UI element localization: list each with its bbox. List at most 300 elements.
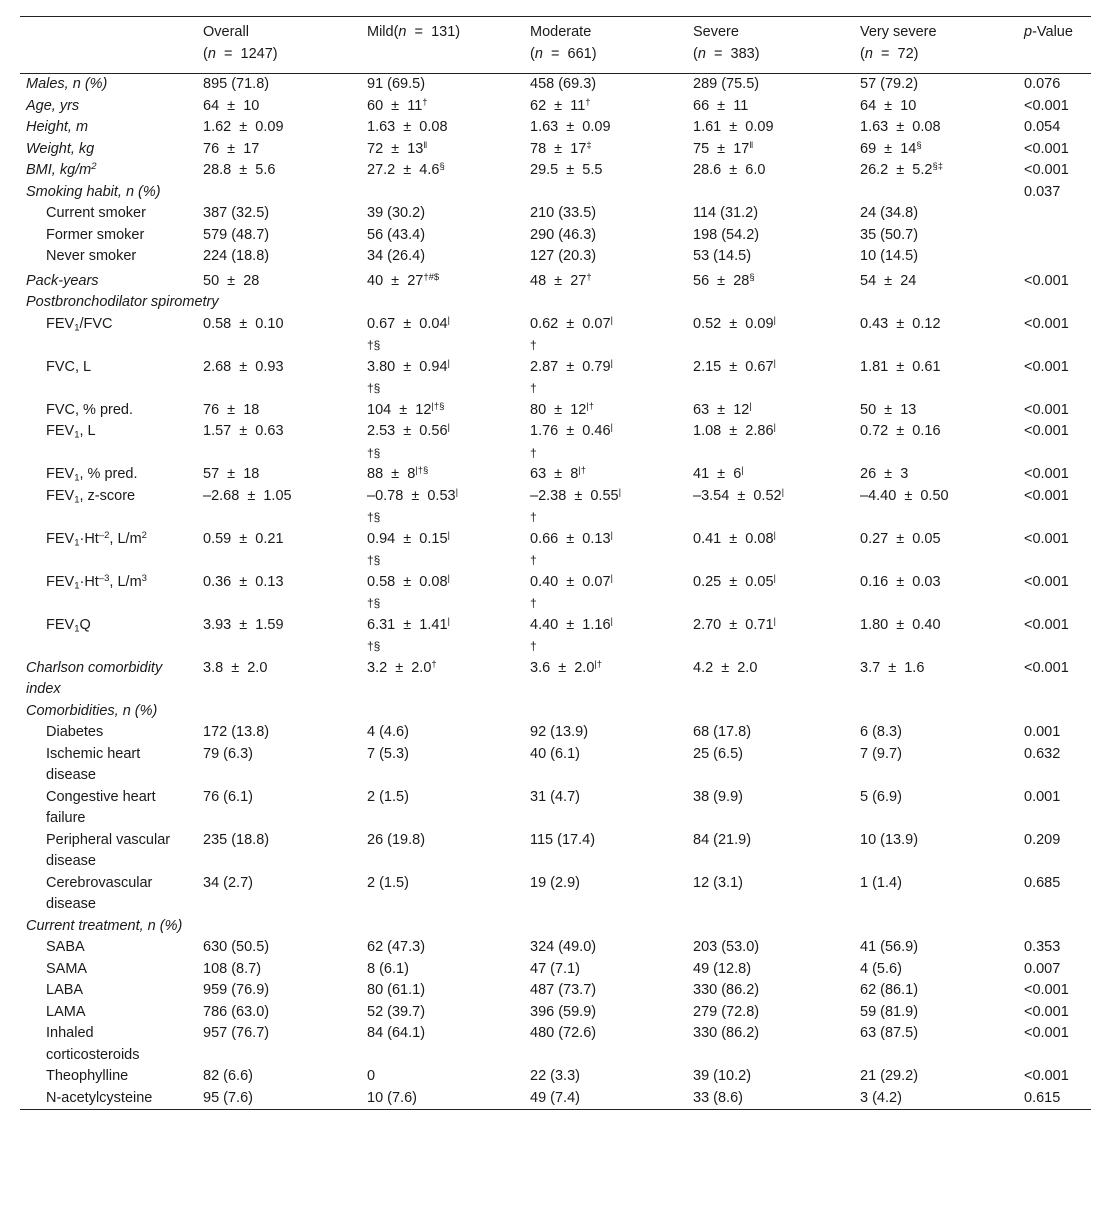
cell-overall: 387 (32.5): [203, 205, 270, 221]
table-row: [20, 357, 1091, 400]
row-label: FVC, L: [46, 358, 92, 375]
cell-mild: 72 ± 13‖: [367, 139, 428, 157]
header-blank: [20, 17, 197, 74]
cell-overall: 1.57 ± 0.63: [203, 423, 284, 439]
row-label: Peripheral vascular disease: [46, 831, 171, 869]
comparison-table: [20, 16, 1091, 1110]
cell-moderate: 1.63 ± 0.09: [530, 119, 611, 135]
cell-very-severe: 59 (81.9): [860, 1003, 919, 1020]
cell-very-severe: 0.72 ± 0.16: [860, 423, 941, 439]
table-row: [20, 160, 1091, 182]
cell-moderate: 3.6 ± 2.0|†: [530, 658, 603, 676]
cell-pvalue: <0.001: [1024, 1068, 1069, 1084]
table-row: [20, 400, 1091, 422]
cell-very-severe: 41 (56.9): [860, 939, 919, 955]
cell-pvalue: 0.353: [1024, 939, 1061, 955]
cell-moderate: 49 (7.4): [530, 1089, 580, 1106]
row-label: Males, n (%): [26, 76, 108, 92]
cell-overall: [197, 701, 361, 723]
table-row: [20, 744, 1091, 787]
table-row: [20, 529, 1091, 572]
cell-overall: [197, 292, 361, 314]
header-overall-count: 1247): [240, 46, 278, 62]
cell-mild: 34 (26.4): [367, 248, 426, 264]
cell-mild: 26 (19.8): [367, 831, 426, 848]
table-row: [20, 464, 1091, 486]
cell-very-severe: 7 (9.7): [860, 745, 902, 762]
cell-moderate: 290 (46.3): [530, 226, 597, 243]
cell-mild: [361, 916, 524, 938]
row-label: LAMA: [46, 1003, 86, 1020]
row-label: Cerebrovascular disease: [46, 874, 153, 912]
cell-pvalue: 0.632: [1024, 745, 1061, 762]
cell-mild: 40 ± 27†#$: [367, 271, 440, 289]
cell-very-severe: 5 (6.9): [860, 788, 902, 805]
cell-mild: 6.31 ± 1.41| †§: [367, 615, 450, 653]
table-row: [20, 916, 1091, 938]
cell-mild: –0.78 ± 0.53| †§: [367, 486, 459, 524]
cell-severe: 53 (14.5): [693, 248, 752, 264]
header-very-severe-n: n: [864, 46, 873, 62]
cell-overall: 959 (76.9): [203, 982, 270, 998]
row-label: $FEV_1\cdot Ht^{-2}$, $L/m^2$: [46, 529, 147, 548]
cell-very-severe: 57 (79.2): [860, 76, 919, 92]
header-severe-label: Severe: [693, 24, 739, 40]
cell-severe: 28.6 ± 6.0: [693, 162, 766, 178]
table-row: [20, 787, 1091, 830]
cell-overall: 0.58 ± 0.10: [203, 315, 284, 332]
cell-moderate: 1.76 ± 0.46| †: [530, 421, 613, 460]
cell-very-severe: [854, 292, 1018, 314]
cell-very-severe: 26 ± 3: [860, 466, 909, 482]
cell-severe: 114 (31.2): [693, 205, 759, 221]
header-moderate-count: 661): [567, 46, 597, 62]
cell-mild: 0.67 ± 0.04| †§: [367, 314, 450, 352]
row-label: $FEV_1$/FVC: [46, 315, 113, 333]
cell-overall: 79 (6.3): [203, 745, 253, 762]
header-moderate: [524, 17, 687, 74]
cell-pvalue: 0.037: [1024, 183, 1061, 200]
table-row: [20, 980, 1091, 1002]
cell-very-severe: 10 (14.5): [860, 248, 919, 264]
header-overall-n: n: [207, 46, 216, 62]
table-row: [20, 96, 1091, 118]
cell-overall: 224 (18.8): [203, 248, 270, 264]
cell-mild: 4 (4.6): [367, 724, 409, 740]
cell-severe: 33 (8.6): [693, 1089, 743, 1106]
table-body: [20, 74, 1091, 1110]
header-moderate-open: (: [530, 46, 535, 62]
cell-pvalue: <0.001: [1024, 530, 1069, 547]
cell-severe: 56 ± 28§: [693, 271, 755, 289]
header-very-severe-eq: =: [872, 46, 898, 62]
cell-very-severe: 63 (87.5): [860, 1025, 919, 1041]
table-row: [20, 937, 1091, 959]
cell-severe: 66 ± 11: [693, 97, 749, 114]
header-severe: [687, 17, 854, 74]
cell-severe: 75 ± 17‖: [693, 139, 754, 157]
cell-very-severe: 69 ± 14§: [860, 139, 922, 157]
cell-moderate: 92 (13.9): [530, 724, 589, 740]
cell-mild: 27.2 ± 4.6§: [367, 160, 445, 178]
cell-pvalue: [1018, 246, 1091, 268]
cell-severe: 2.15 ± 0.67|: [693, 357, 776, 375]
cell-moderate: 324 (49.0): [530, 939, 597, 955]
cell-mild: 10 (7.6): [367, 1089, 417, 1106]
header-moderate-eq: =: [542, 46, 568, 62]
cell-pvalue: 0.054: [1024, 119, 1061, 135]
cell-mild: 2 (1.5): [367, 788, 409, 805]
cell-very-severe: 10 (13.9): [860, 831, 919, 848]
cell-severe: 12 (3.1): [693, 874, 743, 891]
cell-overall: 0.59 ± 0.21: [203, 530, 284, 547]
cell-mild: 0: [367, 1068, 376, 1084]
cell-severe: 279 (72.8): [693, 1003, 760, 1020]
cell-moderate: 48 ± 27†: [530, 271, 592, 289]
cell-very-severe: 62 (86.1): [860, 982, 919, 998]
cell-very-severe: 3.7 ± 1.6: [860, 659, 925, 676]
cell-severe: 289 (75.5): [693, 76, 760, 92]
header-moderate-label: Moderate: [530, 24, 592, 40]
cell-very-severe: 26.2 ± 5.2§‡: [860, 160, 944, 178]
cell-very-severe: [854, 916, 1018, 938]
cell-very-severe: 1.80 ± 0.40: [860, 616, 941, 633]
cell-very-severe: 24 (34.8): [860, 205, 919, 221]
row-label: Comorbidities, n (%): [26, 702, 158, 719]
cell-pvalue: <0.001: [1024, 140, 1069, 157]
cell-severe: 1.61 ± 0.09: [693, 119, 774, 135]
cell-mild: 39 (30.2): [367, 205, 426, 221]
cell-pvalue: <0.001: [1024, 466, 1069, 482]
cell-moderate: 0.40 ± 0.07| †: [530, 572, 613, 610]
table-row: [20, 74, 1091, 96]
row-label: Postbronchodilator spirometry: [26, 294, 219, 310]
row-label: FVC, % pred.: [46, 401, 134, 418]
cell-pvalue: <0.001: [1024, 358, 1069, 375]
table-container: [20, 16, 1091, 1110]
cell-pvalue: 0.001: [1024, 724, 1061, 740]
cell-mild: [361, 182, 524, 204]
cell-mild: 84 (64.1): [367, 1025, 426, 1041]
header-moderate-n: n: [534, 46, 543, 62]
row-label: $FEV_1Q$: [46, 616, 91, 634]
cell-pvalue: 0.685: [1024, 874, 1061, 891]
cell-mild: 80 (61.1): [367, 982, 426, 998]
cell-very-severe: –4.40 ± 0.50: [860, 487, 949, 504]
cell-moderate: 480 (72.6): [530, 1025, 597, 1041]
row-label: $FEV_1\cdot Ht^{-3}$, $L/m^3$: [46, 572, 147, 591]
row-label: Pack-years: [26, 272, 99, 289]
header-pvalue-label: -Value: [1032, 24, 1073, 40]
row-label: LABA: [46, 982, 84, 998]
cell-overall: 82 (6.6): [203, 1068, 253, 1084]
cell-mild: 0.94 ± 0.15| †§: [367, 529, 450, 567]
row-label: Weight, kg: [26, 140, 95, 157]
cell-very-severe: 35 (50.7): [860, 226, 919, 243]
cell-overall: 579 (48.7): [203, 226, 270, 243]
cell-very-severe: 4 (5.6): [860, 960, 902, 977]
cell-severe: 0.25 ± 0.05|: [693, 572, 776, 590]
cell-moderate: 210 (33.5): [530, 205, 597, 221]
cell-pvalue: <0.001: [1024, 162, 1069, 178]
header-severe-count: 383): [730, 46, 760, 62]
cell-pvalue: <0.001: [1024, 982, 1069, 998]
cell-pvalue: <0.001: [1024, 616, 1069, 633]
cell-pvalue: 0.209: [1024, 831, 1061, 848]
cell-severe: 203 (53.0): [693, 939, 760, 955]
table-row: [20, 572, 1091, 615]
cell-pvalue: <0.001: [1024, 423, 1069, 439]
cell-pvalue: <0.001: [1024, 315, 1069, 332]
cell-moderate: 80 ± 12|†: [530, 400, 595, 418]
cell-severe: 68 (17.8): [693, 724, 752, 740]
cell-overall: 76 ± 18: [203, 401, 260, 418]
table-row: [20, 701, 1091, 723]
table-row: [20, 873, 1091, 916]
cell-overall: 630 (50.5): [203, 939, 270, 955]
row-label: $FEV_1$, z-score: [46, 487, 136, 505]
header-severe-eq: =: [705, 46, 731, 62]
cell-mild: 2.53 ± 0.56| †§: [367, 421, 450, 460]
cell-mild: 7 (5.3): [367, 745, 409, 762]
row-label: Charlson comorbidity index: [26, 659, 163, 697]
table-row: [20, 139, 1091, 161]
cell-mild: 104 ± 12|†§: [367, 400, 445, 418]
cell-severe: [687, 182, 854, 204]
row-label: Height, m: [26, 119, 89, 135]
row-label: SAMA: [46, 960, 88, 977]
row-label: Current treatment, n (%): [26, 917, 183, 934]
table-row: [20, 268, 1091, 293]
cell-overall: 57 ± 18: [203, 466, 260, 482]
cell-severe: 0.41 ± 0.08|: [693, 529, 776, 547]
cell-moderate: 78 ± 17‡: [530, 139, 592, 157]
cell-severe: 39 (10.2): [693, 1068, 752, 1084]
cell-mild: 3.80 ± 0.94| †§: [367, 357, 450, 395]
cell-severe: 1.08 ± 2.86|: [693, 421, 776, 439]
cell-overall: 28.8 ± 5.6: [203, 162, 276, 178]
row-label: $FEV_1$, % pred.: [46, 466, 138, 484]
row-label: $FEV_1$, L: [46, 423, 96, 441]
cell-moderate: [524, 916, 687, 938]
table-row: [20, 486, 1091, 529]
cell-mild: 8 (6.1): [367, 960, 409, 977]
cell-severe: 25 (6.5): [693, 745, 743, 762]
table-row: [20, 314, 1091, 357]
table-row: [20, 421, 1091, 464]
cell-overall: [197, 916, 361, 938]
row-label: Former smoker: [46, 226, 145, 243]
cell-moderate: 2.87 ± 0.79| †: [530, 357, 613, 395]
cell-moderate: 127 (20.3): [530, 248, 597, 264]
cell-very-severe: 54 ± 24: [860, 272, 917, 289]
cell-mild: 88 ± 8|†§: [367, 464, 429, 482]
cell-mild: 62 (47.3): [367, 939, 426, 955]
cell-moderate: 62 ± 11†: [530, 96, 591, 114]
cell-mild: 52 (39.7): [367, 1003, 426, 1020]
cell-mild: 1.63 ± 0.08: [367, 119, 448, 135]
header-overall: [197, 17, 361, 74]
cell-very-severe: 1.63 ± 0.08: [860, 119, 941, 135]
cell-severe: 198 (54.2): [693, 226, 760, 243]
row-label: BMI, $kg/m^2$: [26, 160, 97, 178]
cell-very-severe: 64 ± 10: [860, 97, 917, 114]
header-very-severe-count: 72): [897, 46, 919, 62]
cell-severe: 41 ± 6|: [693, 464, 744, 482]
cell-overall: 1.62 ± 0.09: [203, 119, 284, 135]
header-mild: [361, 17, 524, 74]
cell-overall: 95 (7.6): [203, 1089, 253, 1106]
cell-very-severe: [854, 701, 1018, 723]
cell-pvalue: <0.001: [1024, 1025, 1069, 1041]
cell-moderate: 63 ± 8|†: [530, 464, 587, 482]
cell-overall: 2.68 ± 0.93: [203, 358, 284, 375]
cell-mild: 60 ± 11†: [367, 96, 428, 114]
cell-pvalue: [1018, 203, 1091, 225]
table-row: [20, 246, 1091, 268]
cell-severe: 4.2 ± 2.0: [693, 659, 758, 676]
cell-overall: 172 (13.8): [203, 724, 270, 740]
cell-overall: 0.36 ± 0.13: [203, 573, 284, 590]
cell-pvalue: <0.001: [1024, 401, 1069, 418]
header-overall-open: (: [203, 46, 208, 62]
cell-severe: 84 (21.9): [693, 831, 752, 848]
cell-moderate: 29.5 ± 5.5: [530, 162, 603, 178]
cell-severe: [687, 701, 854, 723]
cell-severe: 330 (86.2): [693, 982, 760, 998]
header-severe-open: (: [693, 46, 698, 62]
cell-moderate: 396 (59.9): [530, 1003, 597, 1020]
header-mild-eq: =: [406, 24, 432, 40]
cell-pvalue: [1018, 225, 1091, 247]
header-very-severe-open: (: [860, 46, 865, 62]
cell-pvalue: [1018, 916, 1091, 938]
table-row: [20, 830, 1091, 873]
cell-overall: 235 (18.8): [203, 831, 270, 848]
cell-overall: 3.93 ± 1.59: [203, 616, 284, 633]
cell-very-severe: 21 (29.2): [860, 1068, 919, 1084]
row-label: Current smoker: [46, 205, 146, 221]
header-severe-n: n: [697, 46, 706, 62]
cell-mild: [361, 701, 524, 723]
header-mild-count: 131): [431, 24, 461, 40]
cell-overall: [197, 182, 361, 204]
cell-overall: 50 ± 28: [203, 272, 260, 289]
table-row: [20, 203, 1091, 225]
cell-pvalue: <0.001: [1024, 97, 1069, 114]
cell-mild: 3.2 ± 2.0†: [367, 658, 437, 676]
cell-overall: 76 ± 17: [203, 140, 260, 157]
cell-mild: 0.58 ± 0.08| †§: [367, 572, 450, 610]
row-label: Inhaled corticosteroids: [46, 1025, 140, 1063]
table-row: [20, 959, 1091, 981]
cell-moderate: 4.40 ± 1.16| †: [530, 615, 613, 653]
row-label: Congestive heart failure: [46, 788, 156, 826]
cell-overall: 957 (76.7): [203, 1025, 270, 1041]
cell-severe: 2.70 ± 0.71|: [693, 615, 776, 633]
row-label: Ischemic heart disease: [46, 745, 141, 783]
cell-pvalue: <0.001: [1024, 272, 1069, 289]
cell-very-severe: 0.16 ± 0.03: [860, 573, 941, 590]
cell-mild: [361, 292, 524, 314]
cell-very-severe: 6 (8.3): [860, 724, 902, 740]
cell-very-severe: 0.43 ± 0.12: [860, 315, 941, 332]
cell-mild: 56 (43.4): [367, 226, 426, 243]
cell-pvalue: <0.001: [1024, 487, 1069, 504]
cell-overall: 108 (8.7): [203, 960, 262, 977]
header-overall-label: Overall: [203, 24, 249, 40]
table-row: [20, 117, 1091, 139]
table-row: [20, 722, 1091, 744]
cell-moderate: 22 (3.3): [530, 1068, 580, 1084]
table-row: [20, 182, 1091, 204]
header-mild-label: Mild(: [367, 24, 399, 40]
header-very-severe: [854, 17, 1018, 74]
table-header: [20, 17, 1091, 74]
cell-moderate: 487 (73.7): [530, 982, 597, 998]
header-pvalue: [1018, 17, 1091, 74]
cell-overall: –2.68 ± 1.05: [203, 487, 292, 504]
cell-pvalue: <0.001: [1024, 573, 1069, 590]
table-row: [20, 1023, 1091, 1066]
header-mild-n: n: [398, 24, 407, 40]
cell-moderate: 40 (6.1): [530, 745, 580, 762]
cell-moderate: 0.62 ± 0.07| †: [530, 314, 613, 352]
cell-pvalue: 0.001: [1024, 788, 1061, 805]
cell-moderate: [524, 182, 687, 204]
header-overall-eq: =: [215, 46, 241, 62]
cell-very-severe: 3 (4.2): [860, 1089, 902, 1106]
cell-overall: 3.8 ± 2.0: [203, 659, 268, 676]
cell-pvalue: 0.615: [1024, 1089, 1061, 1106]
cell-pvalue: [1018, 292, 1091, 314]
cell-moderate: –2.38 ± 0.55| †: [530, 486, 622, 524]
cell-severe: 63 ± 12|: [693, 400, 752, 418]
row-label: Age, yrs: [26, 97, 80, 114]
row-label: Diabetes: [46, 724, 104, 740]
cell-very-severe: 1 (1.4): [860, 874, 902, 891]
cell-overall: 786 (63.0): [203, 1003, 270, 1020]
table-row: [20, 292, 1091, 314]
cell-overall: 34 (2.7): [203, 874, 253, 891]
cell-severe: [687, 292, 854, 314]
cell-overall: 895 (71.8): [203, 76, 270, 92]
table-row: [20, 1002, 1091, 1024]
cell-overall: 64 ± 10: [203, 97, 260, 114]
cell-severe: 49 (12.8): [693, 960, 752, 977]
cell-moderate: 115 (17.4): [530, 831, 596, 848]
cell-pvalue: <0.001: [1024, 659, 1069, 676]
cell-overall: 76 (6.1): [203, 788, 253, 805]
row-label: Smoking habit, n (%): [26, 183, 161, 200]
cell-mild: 91 (69.5): [367, 76, 426, 92]
cell-very-severe: 1.81 ± 0.61: [860, 358, 941, 375]
cell-mild: 2 (1.5): [367, 874, 409, 891]
header-pvalue-p: p: [1024, 24, 1033, 40]
cell-very-severe: 50 ± 13: [860, 401, 917, 418]
cell-pvalue: 0.007: [1024, 960, 1061, 977]
row-label: Never smoker: [46, 248, 137, 264]
cell-severe: 38 (9.9): [693, 788, 743, 805]
cell-moderate: 31 (4.7): [530, 788, 580, 805]
cell-pvalue: 0.076: [1024, 76, 1061, 92]
table-row: [20, 1066, 1091, 1088]
cell-moderate: 19 (2.9): [530, 874, 580, 891]
cell-moderate: 458 (69.3): [530, 76, 597, 92]
cell-severe: 330 (86.2): [693, 1025, 760, 1041]
cell-pvalue: <0.001: [1024, 1003, 1069, 1020]
cell-pvalue: [1018, 701, 1091, 723]
